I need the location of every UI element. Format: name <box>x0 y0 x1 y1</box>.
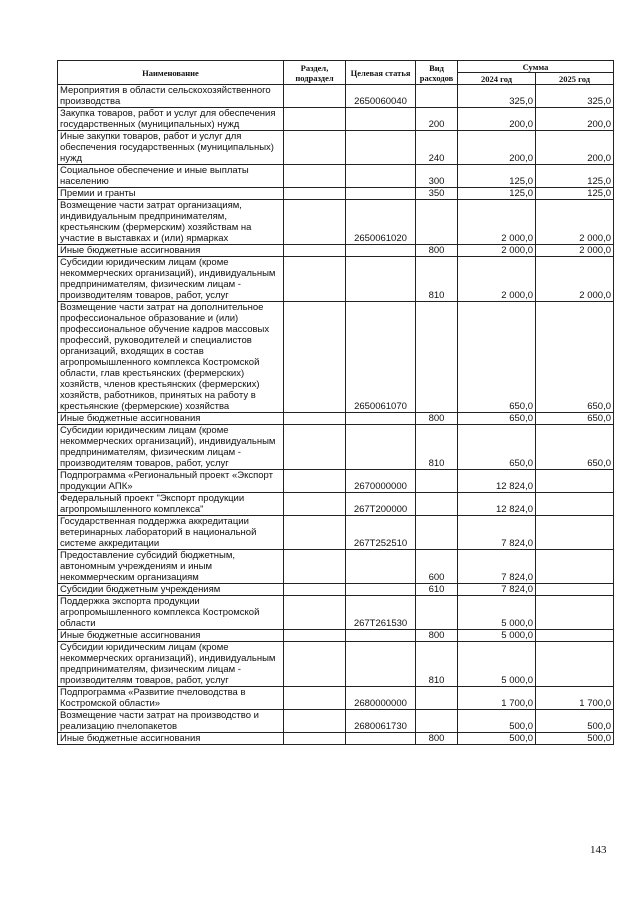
row-name: Предоставление субсидий бюджетным, автономным учреждениям и иным некоммерческим организациям <box>58 550 284 584</box>
row-sum-2025: 500,0 <box>536 710 614 733</box>
row-sum-2025 <box>536 493 614 516</box>
row-vid <box>416 470 458 493</box>
row-sum-2025 <box>536 630 614 642</box>
row-razdel <box>284 200 346 245</box>
row-name: Иные бюджетные ассигнования <box>58 413 284 425</box>
row-vid: 240 <box>416 131 458 165</box>
row-sum-2024: 650,0 <box>458 413 536 425</box>
row-target-code <box>346 188 416 200</box>
row-target-code <box>346 733 416 745</box>
table-row <box>58 257 614 302</box>
budget-table <box>57 60 614 745</box>
row-target-code <box>346 630 416 642</box>
row-name: Субсидии юридическим лицам (кроме некоммерческих организаций), индивидуальным предпринимателям, физическим лицам - производителям товаров, работ, услуг <box>58 257 284 302</box>
row-sum-2025: 650,0 <box>536 425 614 470</box>
row-name: Возмещение части затрат на дополнительное профессиональное образование и (или) профессиональное обучение кадров массовых профессий, руководителей и специалистов организаций, входящих в состав агропромышленного комплекса Костромской области, глав крестьянских (фермерских) хозяйств, членов крестьянских (фермерских) хозяйств, работников, принятых на работу в крестьянские (фермерские) хозяйства <box>58 302 284 413</box>
row-sum-2024: 12 824,0 <box>458 493 536 516</box>
row-vid <box>416 85 458 108</box>
row-sum-2024: 125,0 <box>458 188 536 200</box>
row-sum-2024: 5 000,0 <box>458 596 536 630</box>
table-row <box>58 493 614 516</box>
table-row <box>58 596 614 630</box>
row-target-code <box>346 584 416 596</box>
row-razdel <box>284 165 346 188</box>
row-razdel <box>284 188 346 200</box>
row-sum-2024: 7 824,0 <box>458 516 536 550</box>
header-sum: Сумма <box>458 61 614 73</box>
row-target-code: 267T200000 <box>346 493 416 516</box>
row-name: Государственная поддержка аккредитации ветеринарных лабораторий в национальной системе аккредитации <box>58 516 284 550</box>
row-sum-2025: 200,0 <box>536 131 614 165</box>
row-name: Иные бюджетные ассигнования <box>58 245 284 257</box>
row-razdel <box>284 596 346 630</box>
table-row <box>58 470 614 493</box>
row-sum-2025 <box>536 550 614 584</box>
row-sum-2024: 200,0 <box>458 131 536 165</box>
row-razdel <box>284 245 346 257</box>
table-row <box>58 302 614 413</box>
row-sum-2024: 325,0 <box>458 85 536 108</box>
row-razdel <box>284 470 346 493</box>
row-vid: 350 <box>416 188 458 200</box>
row-target-code <box>346 108 416 131</box>
row-sum-2025: 2 000,0 <box>536 200 614 245</box>
row-name: Закупка товаров, работ и услуг для обеспечения государственных (муниципальных) нужд <box>58 108 284 131</box>
row-vid: 800 <box>416 733 458 745</box>
row-razdel <box>284 516 346 550</box>
table-row <box>58 516 614 550</box>
table-row <box>58 200 614 245</box>
row-sum-2025 <box>536 642 614 687</box>
row-vid: 200 <box>416 108 458 131</box>
row-vid: 800 <box>416 413 458 425</box>
row-name: Поддержка экспорта продукции агропромышленного комплекса Костромской области <box>58 596 284 630</box>
row-sum-2025: 500,0 <box>536 733 614 745</box>
row-razdel <box>284 413 346 425</box>
row-name: Иные бюджетные ассигнования <box>58 733 284 745</box>
row-razdel <box>284 131 346 165</box>
row-vid: 600 <box>416 550 458 584</box>
row-sum-2024: 500,0 <box>458 733 536 745</box>
table-row <box>58 413 614 425</box>
table-row <box>58 131 614 165</box>
table-row <box>58 630 614 642</box>
row-sum-2025: 2 000,0 <box>536 257 614 302</box>
row-sum-2024: 200,0 <box>458 108 536 131</box>
table-row <box>58 85 614 108</box>
header-target: Целевая статья <box>346 61 416 85</box>
row-razdel <box>284 425 346 470</box>
row-vid: 300 <box>416 165 458 188</box>
row-razdel <box>284 257 346 302</box>
row-sum-2024: 125,0 <box>458 165 536 188</box>
row-target-code: 267T252510 <box>346 516 416 550</box>
row-sum-2024: 12 824,0 <box>458 470 536 493</box>
row-razdel <box>284 710 346 733</box>
page-number: 143 <box>590 844 607 856</box>
row-target-code <box>346 245 416 257</box>
row-sum-2024: 650,0 <box>458 425 536 470</box>
row-vid: 610 <box>416 584 458 596</box>
row-sum-2025: 2 000,0 <box>536 245 614 257</box>
row-sum-2024: 650,0 <box>458 302 536 413</box>
row-vid <box>416 200 458 245</box>
table-row <box>58 108 614 131</box>
row-vid <box>416 493 458 516</box>
row-sum-2024: 7 824,0 <box>458 584 536 596</box>
table-row <box>58 188 614 200</box>
table-row <box>58 584 614 596</box>
row-razdel <box>284 85 346 108</box>
row-name: Субсидии юридическим лицам (кроме некоммерческих организаций), индивидуальным предпринимателям, физическим лицам - производителям товаров, работ, услуг <box>58 425 284 470</box>
row-sum-2025: 125,0 <box>536 165 614 188</box>
row-name: Иные бюджетные ассигнования <box>58 630 284 642</box>
row-vid <box>416 516 458 550</box>
row-sum-2025 <box>536 470 614 493</box>
header-2024: 2024 год <box>458 73 536 85</box>
row-razdel <box>284 584 346 596</box>
row-sum-2025 <box>536 516 614 550</box>
row-target-code: 2670000000 <box>346 470 416 493</box>
row-sum-2025: 650,0 <box>536 413 614 425</box>
table-row <box>58 245 614 257</box>
row-target-code <box>346 131 416 165</box>
header-2025: 2025 год <box>536 73 614 85</box>
row-target-code: 2680000000 <box>346 687 416 710</box>
row-razdel <box>284 630 346 642</box>
row-sum-2024: 7 824,0 <box>458 550 536 584</box>
table-row <box>58 733 614 745</box>
row-name: Иные закупки товаров, работ и услуг для обеспечения государственных (муниципальных) нужд <box>58 131 284 165</box>
row-sum-2025: 650,0 <box>536 302 614 413</box>
row-sum-2024: 1 700,0 <box>458 687 536 710</box>
row-razdel <box>284 642 346 687</box>
row-name: Возмещение части затрат на производство и реализацию пчелопакетов <box>58 710 284 733</box>
table-row <box>58 687 614 710</box>
row-sum-2024: 5 000,0 <box>458 642 536 687</box>
row-target-code <box>346 257 416 302</box>
row-name: Подпрограмма «Развитие пчеловодства в Костромской области» <box>58 687 284 710</box>
table-row <box>58 710 614 733</box>
row-target-code <box>346 550 416 584</box>
table-body <box>58 85 614 745</box>
row-sum-2024: 5 000,0 <box>458 630 536 642</box>
row-vid <box>416 687 458 710</box>
row-vid <box>416 596 458 630</box>
row-target-code: 2650061020 <box>346 200 416 245</box>
row-target-code <box>346 165 416 188</box>
row-sum-2024: 2 000,0 <box>458 245 536 257</box>
header-name: Наименование <box>58 61 284 85</box>
row-target-code <box>346 425 416 470</box>
header-vid: Вид расходов <box>416 61 458 85</box>
row-razdel <box>284 302 346 413</box>
table-row <box>58 550 614 584</box>
row-sum-2025: 125,0 <box>536 188 614 200</box>
row-vid: 800 <box>416 245 458 257</box>
row-vid <box>416 710 458 733</box>
row-name: Мероприятия в области сельскохозяйственного производства <box>58 85 284 108</box>
row-sum-2025 <box>536 584 614 596</box>
table-row <box>58 425 614 470</box>
row-name: Субсидии юридическим лицам (кроме некоммерческих организаций), индивидуальным предпринимателям, физическим лицам - производителям товаров, работ, услуг <box>58 642 284 687</box>
row-razdel <box>284 493 346 516</box>
row-vid: 810 <box>416 425 458 470</box>
row-name: Возмещение части затрат организациям, индивидуальным предпринимателям, крестьянским (фермерским) хозяйствам на участие в выставках и (или) ярмарках <box>58 200 284 245</box>
row-sum-2024: 500,0 <box>458 710 536 733</box>
header-razdel: Раздел, подраздел <box>284 61 346 85</box>
row-vid <box>416 302 458 413</box>
row-razdel <box>284 108 346 131</box>
row-target-code <box>346 642 416 687</box>
row-sum-2025 <box>536 596 614 630</box>
row-sum-2024: 2 000,0 <box>458 257 536 302</box>
row-sum-2025: 325,0 <box>536 85 614 108</box>
row-razdel <box>284 733 346 745</box>
row-name: Премии и гранты <box>58 188 284 200</box>
row-vid: 810 <box>416 642 458 687</box>
row-sum-2024: 2 000,0 <box>458 200 536 245</box>
row-target-code: 2680061730 <box>346 710 416 733</box>
row-target-code <box>346 413 416 425</box>
row-name: Субсидии бюджетным учреждениям <box>58 584 284 596</box>
row-sum-2025: 1 700,0 <box>536 687 614 710</box>
row-name: Социальное обеспечение и иные выплаты населению <box>58 165 284 188</box>
row-target-code: 267T261530 <box>346 596 416 630</box>
row-target-code: 2650061070 <box>346 302 416 413</box>
row-razdel <box>284 687 346 710</box>
table-row <box>58 642 614 687</box>
row-vid: 800 <box>416 630 458 642</box>
table-row <box>58 165 614 188</box>
row-vid: 810 <box>416 257 458 302</box>
row-target-code: 2650060040 <box>346 85 416 108</box>
row-name: Федеральный проект "Экспорт продукции агропромышленного комплекса" <box>58 493 284 516</box>
row-name: Подпрограмма «Региональный проект «Экспорт продукции АПК» <box>58 470 284 493</box>
row-razdel <box>284 550 346 584</box>
row-sum-2025: 200,0 <box>536 108 614 131</box>
